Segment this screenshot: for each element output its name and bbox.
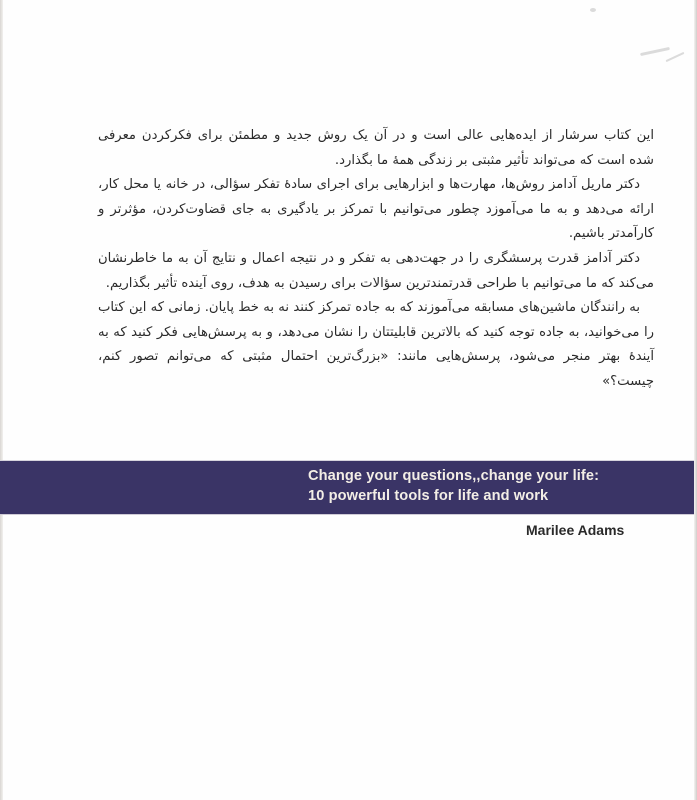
blurb-paragraph: دکتر ماریل آدامز روش‌ها، مهارت‌ها و ابزارهایی برای اجرای سادهٔ تفکر سؤالی، در خانه یا محل کار، ارائه می‌دهد و به ما می‌آموزد چطور می‌توانیم با تمرکز بر یادگیری به جای قضاوت‌کردن، مؤثرتر و کارآمدتر باشیم. [98,177,654,242]
original-title [308,466,599,506]
blurb-paragraph: این کتاب سرشار از ایده‌هایی عالی است و در آن یک روش جدید و مطمئن برای فکرکردن معرفی شده است که می‌تواند تأثیر مثبتی بر زندگی همهٔ ما بگذارد. [98,128,654,168]
author-name: Marilee Adams [526,522,625,538]
page-edge-left [0,0,3,800]
print-speck [640,47,670,56]
print-speck [590,8,596,12]
title-banner [0,460,694,515]
blurb-text [98,124,654,395]
blurb-paragraph: دکتر آدامز قدرت پرسشگری را در جهت‌دهی به تفکر و در نتیجه اعمال و نتایج آن به ما خاطرنشان می‌کند که ما می‌توانیم با طراحی قدرتمندترین سؤالات برای رسیدن به هدف، روی آینده تأثیر بگذاریم. [98,250,654,291]
print-speck [666,52,685,62]
blurb-paragraph: به رانندگان ماشین‌های مسابقه می‌آموزند که به جاده تمرکز کنند نه به خط پایان. زمانی که این کتاب را می‌خوانید، به جاده توجه کنید که بالاترین قابلیتتان را نشان می‌دهد، و به پرسش‌هایی فکر کنید که به آیندهٔ بهتر منجر می‌شود، پرسش‌هایی مانند: «بزرگ‌ترین احتمال مثبتی که می‌توانم تصور کنم، چیست؟» [98,300,654,389]
original-title-line-1: Change your questions,,change your life: [308,468,600,484]
original-title-line-2: 10 powerful tools for life and work [308,488,549,504]
